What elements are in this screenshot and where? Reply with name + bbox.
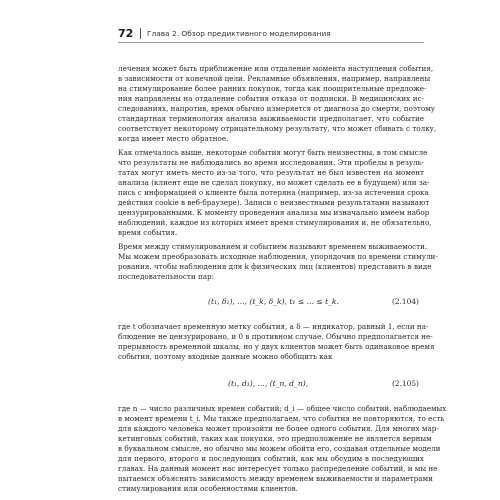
- text-line: ния направлены на отдаление события отказа от подписки. В медицинских ис-: [118, 94, 424, 103]
- formula: (t₁, δ₁), ..., (t_k, δ_k), t₁ ≤ ... ≤ t_k.: [208, 297, 339, 306]
- page-number: 72: [118, 27, 134, 40]
- formula: (t₁, d₁), ..., (t_n, d_n),: [228, 379, 309, 388]
- text-line: цензурированными. К моменту проведения анализа мы изначально имеем набор: [118, 208, 430, 217]
- text-line: кетинговых событий, таких как покупки, это предположение не является верным: [118, 434, 432, 443]
- running-header: [118, 26, 424, 42]
- text-line: где t обозначает временную метку события, а δ — индикатор, равный 1, если на-: [118, 322, 429, 331]
- header-separator: [140, 28, 141, 39]
- text-line: когда имеет место обратное.: [118, 134, 229, 143]
- text-line: в зависимости от конечной цели. Рекламные объявления, например, направлены: [118, 74, 431, 83]
- text-line: наблюдений, каждое из которых имеет время стимулирования и, не обязательно,: [118, 218, 432, 227]
- text-line: Как отмечалось выше, некоторые события могут быть неизвестны, в том смысле: [118, 148, 428, 157]
- text-line: действия cookie в веб-браузере). Записи с неизвестными результатами называют: [118, 198, 430, 207]
- formula-number: (2.104): [392, 297, 419, 306]
- text-line: пытаемся объяснить зависимость между временем выживаемости и параметрами: [118, 474, 433, 483]
- text-line: блюдение не цензурировано, и 0 в противном случае. Обычно предполагается не-: [118, 332, 433, 341]
- text-line: рования, чтобы наблюдения для k физических лиц (клиентов) представить в виде: [118, 262, 432, 271]
- text-line: в буквальном смысле, но обычно мы можем обойти его, создавая отдельные модели: [118, 444, 441, 453]
- text-line: на стимулирование более ранних покупок, тогда как поощрительные предложе-: [118, 84, 427, 93]
- text-line: главах. На данный момент нас интересует только распределение событий, и мы не: [118, 464, 438, 473]
- text-line: Время между стимулированием и событием называют временем выживаемости.: [118, 242, 428, 251]
- text-line: следованиях, напротив, время обычно измеряется от диагноза до смерти, поэтому: [118, 104, 436, 113]
- text-line: соответствует некоторому отрицательному результату, что может сбивать с толку,: [118, 124, 437, 133]
- header-rule: [118, 42, 424, 43]
- text-line: для первого, второго и последующих событий, как мы обсудим в последующих: [118, 454, 424, 463]
- text-line: лечения может быть приближение или отдаление момента наступления события,: [118, 64, 434, 73]
- text-line: анализа (клиент еще не сделал покупку, но может сделать ее в будущем) или за-: [118, 178, 430, 187]
- text-line: для каждого человека может произойти не более одного события. Для многих мар-: [118, 424, 439, 433]
- text-line: прерывность временной шкалы, но у двух клиентов может быть одинаковое время: [118, 342, 435, 351]
- text-line: Мы можем преобразовать исходные наблюдения, упорядочив по времени стимули-: [118, 252, 438, 261]
- text-line: последовательности пар:: [118, 272, 215, 281]
- chapter-title: Глава 2. Обзор предиктивного моделирования: [147, 29, 331, 38]
- text-line: пись с информацией о клиенте была потеряна (например, из-за истечения срока: [118, 188, 429, 197]
- text-line: события, поэтому входные данные можно обобщить как: [118, 352, 333, 361]
- formula-number: (2.105): [392, 379, 419, 388]
- text-line: в момент времени t_i. Мы также предполагаем, что события не повторяются, то есть: [118, 414, 445, 423]
- text-line: стимулирования или особенностями клиентов.: [118, 484, 298, 493]
- text-line: татах могут иметь место из-за того, что результат не был известен на момент: [118, 168, 424, 177]
- text-line: где n — число различных времен событий; d_i — общее число событий, наблюдаемых: [118, 404, 447, 413]
- text-line: время события.: [118, 228, 178, 237]
- text-line: что результаты не наблюдались во время исследования. Эти пробелы в резуль-: [118, 158, 424, 167]
- text-line: стандартная терминология анализа выживаемости предполагает, что событие: [118, 114, 424, 123]
